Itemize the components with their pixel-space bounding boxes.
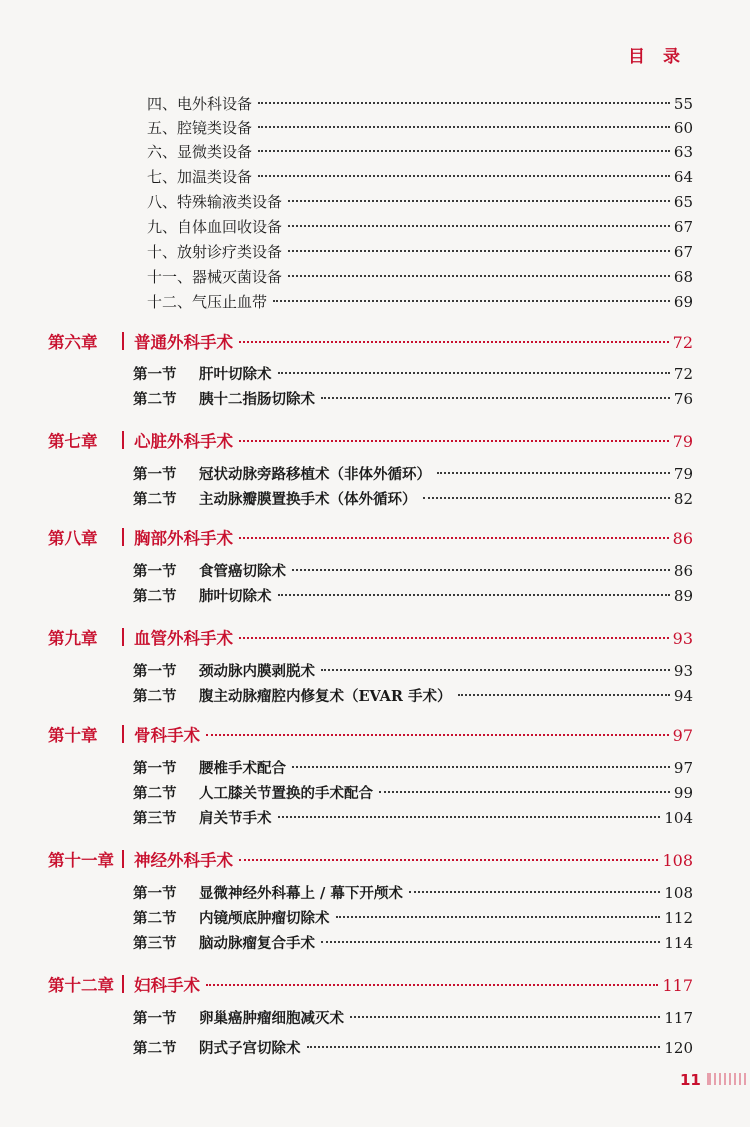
section-number: 第三节 — [133, 810, 177, 827]
section-title: 内镜颅底肿瘤切除术 — [199, 910, 330, 927]
section-number: 第二节 — [133, 688, 177, 705]
page-number-decoration — [707, 1073, 747, 1085]
chapter-title: 血管外科手术 — [134, 629, 233, 648]
section-number: 第一节 — [133, 466, 177, 483]
dot-leader — [239, 537, 669, 539]
dot-leader — [206, 984, 658, 986]
chapter-divider — [122, 431, 124, 449]
dot-leader — [288, 225, 670, 227]
section-title: 胰十二指肠切除术 — [199, 391, 315, 408]
section-number: 第二节 — [133, 391, 177, 408]
toc-chapter[interactable] — [48, 428, 693, 452]
toc-section[interactable] — [133, 363, 693, 384]
chapter-title: 神经外科手术 — [134, 851, 233, 870]
page-ref: 117 — [662, 976, 693, 995]
chapter-divider — [122, 528, 124, 546]
page-ref: 104 — [664, 809, 693, 827]
page-ref: 93 — [673, 662, 693, 680]
toc-section[interactable] — [133, 560, 693, 581]
toc-section[interactable] — [133, 488, 693, 509]
section-title: 阴式子宫切除术 — [199, 1040, 301, 1057]
section-number: 第二节 — [133, 491, 177, 508]
toc-chapter[interactable] — [48, 329, 693, 353]
dot-leader — [258, 126, 670, 128]
toc-subitem[interactable] — [147, 166, 693, 187]
toc-subitem-title: 四、电外科设备 — [147, 95, 253, 113]
page-ref: 72 — [672, 333, 693, 352]
dot-leader — [258, 175, 670, 177]
chapter-label: 第十一章 — [48, 851, 114, 870]
section-title: 腰椎手术配合 — [199, 760, 286, 777]
dot-leader — [350, 1016, 660, 1018]
section-title: 腹主动脉瘤腔内修复术（EVAR 手术） — [199, 688, 452, 705]
toc-section[interactable] — [133, 782, 693, 803]
page-ref: 79 — [672, 432, 693, 451]
dot-leader — [288, 200, 670, 202]
page-ref: 86 — [672, 529, 693, 548]
dot-leader — [206, 734, 669, 736]
page-number: 11 — [680, 1071, 701, 1089]
toc-subitem[interactable] — [147, 117, 693, 138]
dot-leader — [258, 150, 670, 152]
toc-subitem-title: 十、放射诊疗类设备 — [147, 243, 283, 261]
toc-section[interactable] — [133, 1037, 693, 1058]
page-ref: 76 — [673, 390, 693, 408]
toc-subitem[interactable] — [147, 241, 693, 262]
dot-leader — [278, 372, 670, 374]
page-ref: 55 — [673, 95, 693, 113]
dot-leader — [273, 300, 670, 302]
page-ref: 112 — [664, 909, 693, 927]
toc-chapter[interactable] — [48, 847, 693, 871]
section-title: 显微神经外科幕上 / 幕下开颅术 — [199, 885, 403, 902]
toc-chapter[interactable] — [48, 722, 693, 746]
page-ref: 108 — [664, 884, 693, 902]
toc-section[interactable] — [133, 807, 693, 828]
page-ref: 65 — [673, 193, 693, 211]
chapter-label: 第七章 — [48, 432, 98, 451]
dot-leader — [321, 397, 670, 399]
page-ref: 67 — [673, 218, 693, 236]
toc-chapter[interactable] — [48, 625, 693, 649]
toc-section[interactable] — [133, 1007, 693, 1028]
section-number: 第二节 — [133, 1040, 177, 1057]
chapter-label: 第十章 — [48, 726, 98, 745]
chapter-title: 胸部外科手术 — [134, 529, 233, 548]
running-header: 目录 — [628, 47, 698, 67]
chapter-label: 第十二章 — [48, 976, 114, 995]
toc-subitem[interactable] — [147, 191, 693, 212]
chapter-title: 心脏外科手术 — [134, 432, 233, 451]
dot-leader — [278, 594, 670, 596]
page-ref: 69 — [673, 293, 693, 311]
section-number: 第一节 — [133, 366, 177, 383]
toc-section[interactable] — [133, 388, 693, 409]
dot-leader — [239, 440, 669, 442]
section-title: 肺叶切除术 — [199, 588, 272, 605]
page-ref: 99 — [673, 784, 693, 802]
dot-leader — [278, 816, 661, 818]
toc-chapter[interactable] — [48, 972, 693, 996]
section-title: 肝叶切除术 — [199, 366, 272, 383]
toc-subitem-title: 五、腔镜类设备 — [147, 119, 253, 137]
toc-subitem-title: 六、显微类设备 — [147, 143, 253, 161]
toc-subitem[interactable] — [147, 291, 693, 312]
section-number: 第二节 — [133, 785, 177, 802]
page-ref: 63 — [673, 143, 693, 161]
dot-leader — [409, 891, 660, 893]
chapter-divider — [122, 725, 124, 743]
toc-section[interactable] — [133, 932, 693, 953]
toc-subitem[interactable] — [147, 93, 693, 114]
toc-subitem-title: 十二、气压止血带 — [147, 293, 268, 311]
dot-leader — [292, 569, 670, 571]
toc-section[interactable] — [133, 757, 693, 778]
page-ref: 94 — [673, 687, 693, 705]
toc-section[interactable] — [133, 463, 693, 484]
chapter-label: 第八章 — [48, 529, 98, 548]
page-ref: 120 — [664, 1039, 693, 1057]
page-ref: 82 — [673, 490, 693, 508]
section-title: 卵巢癌肿瘤细胞减灭术 — [199, 1010, 344, 1027]
section-title: 冠状动脉旁路移植术（非体外循环） — [199, 466, 431, 483]
toc-subitem[interactable] — [147, 266, 693, 287]
section-title: 肩关节手术 — [199, 810, 272, 827]
section-title: 人工膝关节置换的手术配合 — [199, 785, 373, 802]
page-ref: 114 — [664, 934, 693, 952]
dot-leader — [307, 1046, 661, 1048]
toc-section[interactable] — [133, 685, 693, 706]
page-ref: 117 — [664, 1009, 693, 1027]
chapter-divider — [122, 628, 124, 646]
dot-leader — [292, 766, 670, 768]
section-title: 主动脉瓣膜置换手术（体外循环） — [199, 491, 417, 508]
chapter-divider — [122, 850, 124, 868]
dot-leader — [239, 859, 658, 861]
toc-subitem-title: 八、特殊输液类设备 — [147, 193, 283, 211]
toc-section[interactable] — [133, 585, 693, 606]
section-number: 第一节 — [133, 760, 177, 777]
chapter-title: 普通外科手术 — [134, 333, 233, 352]
page-ref: 86 — [673, 562, 693, 580]
section-title: 食管癌切除术 — [199, 563, 286, 580]
dot-leader — [379, 791, 670, 793]
section-title: 颈动脉内膜剥脱术 — [199, 663, 315, 680]
page-ref: 60 — [673, 119, 693, 137]
chapter-title: 妇科手术 — [134, 976, 200, 995]
section-number: 第三节 — [133, 935, 177, 952]
dot-leader — [437, 472, 670, 474]
chapter-label: 第六章 — [48, 333, 98, 352]
section-title: 脑动脉瘤复合手术 — [199, 935, 315, 952]
chapter-label: 第九章 — [48, 629, 98, 648]
page-ref: 79 — [673, 465, 693, 483]
dot-leader — [258, 102, 670, 104]
dot-leader — [239, 341, 669, 343]
dot-leader — [239, 637, 669, 639]
page-ref: 97 — [672, 726, 693, 745]
toc-subitem[interactable] — [147, 141, 693, 162]
page-ref: 108 — [662, 851, 693, 870]
chapter-title: 骨科手术 — [134, 726, 200, 745]
dot-leader — [458, 694, 670, 696]
dot-leader — [336, 916, 661, 918]
toc-subitem-title: 十一、器械灭菌设备 — [147, 268, 283, 286]
dot-leader — [321, 941, 660, 943]
toc-chapter[interactable] — [48, 525, 693, 549]
chapter-divider — [122, 332, 124, 350]
toc-subitem-title: 七、加温类设备 — [147, 168, 253, 186]
section-number: 第一节 — [133, 563, 177, 580]
page-ref: 89 — [673, 587, 693, 605]
toc-section[interactable] — [133, 660, 693, 681]
toc-section[interactable] — [133, 907, 693, 928]
section-number: 第一节 — [133, 1010, 177, 1027]
section-number: 第二节 — [133, 588, 177, 605]
dot-leader — [288, 250, 670, 252]
toc-subitem[interactable] — [147, 216, 693, 237]
page-ref: 68 — [673, 268, 693, 286]
page-ref: 93 — [672, 629, 693, 648]
toc-section[interactable] — [133, 882, 693, 903]
toc-subitem-title: 九、自体血回收设备 — [147, 218, 283, 236]
page-ref: 67 — [673, 243, 693, 261]
dot-leader — [423, 497, 670, 499]
section-number: 第二节 — [133, 910, 177, 927]
page-ref: 64 — [673, 168, 693, 186]
section-number: 第一节 — [133, 663, 177, 680]
page-ref: 72 — [673, 365, 693, 383]
chapter-divider — [122, 975, 124, 993]
dot-leader — [321, 669, 670, 671]
page-ref: 97 — [673, 759, 693, 777]
section-number: 第一节 — [133, 885, 177, 902]
dot-leader — [288, 275, 670, 277]
